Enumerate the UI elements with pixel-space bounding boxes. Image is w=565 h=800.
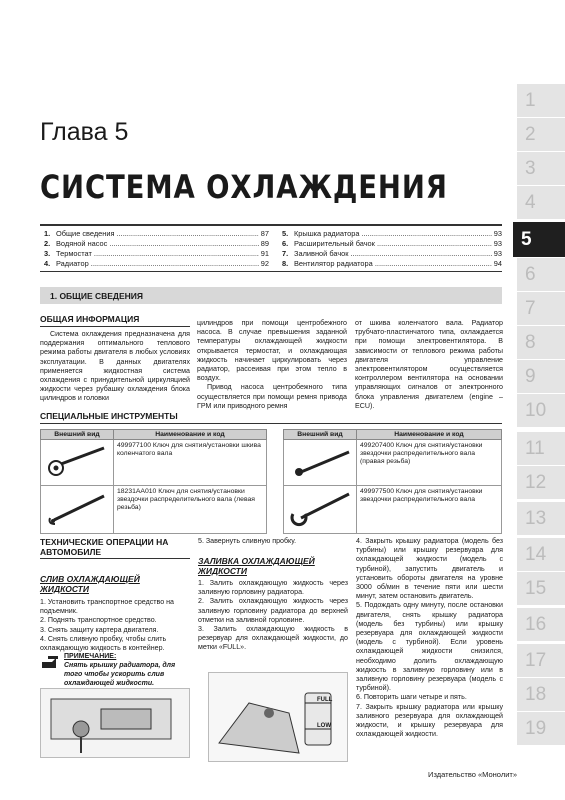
tools-table-right xyxy=(283,429,502,534)
toc-item[interactable]: 7. Заливной бачок ..... 93 xyxy=(282,249,502,259)
col-header-name: Наименование и код xyxy=(357,430,502,440)
col-header-view: Внешний вид xyxy=(284,430,357,440)
tools-heading: СПЕЦИАЛЬНЫЕ ИНСТРУМЕНТЫ xyxy=(40,411,178,421)
chapter-tab-18[interactable]: 18 xyxy=(517,678,565,712)
note-text: Снять крышку радиатора, для того чтобы ускорить слив охлаждающей жидкости. xyxy=(64,662,176,687)
tech-ops-heading: ТЕХНИЧЕСКИЕ ОПЕРАЦИИ НА АВТОМОБИЛЕ xyxy=(40,537,169,557)
toc-item[interactable]: 4. Радиатор ..... 92 xyxy=(44,259,269,269)
heading-rule xyxy=(40,326,190,327)
list-item: 1. Залить охлаждающую жидкость через заливную горловину радиатора. xyxy=(198,579,348,597)
coolant-reservoir-illustration xyxy=(208,672,348,762)
fill-steps-continued xyxy=(356,537,503,739)
heading-rule xyxy=(40,423,502,424)
chapter-tab-9[interactable]: 9 xyxy=(517,360,565,394)
general-info-col3: от шкива коленчатого вала. Радиатор трубчато-пластинчатого типа, охлаждается при помощи электровентилятора. В зависимости от теплового режима работы двигателя управление электровентилятором осуществляется контроллером вентилятора на основании управляющих сигналов от электронного блока управления двигателем (engine – ECU). xyxy=(355,319,503,410)
general-info-heading: ОБЩАЯ ИНФОРМАЦИЯ xyxy=(40,314,140,324)
list-item: 5. Подождать одну минуту, после остановки двигателя, снять крышку радиатора (модель без турбины) или крышку резервуара для охлаждающей жидкости (модель с турбиной). Если уровень охлаждающей жидкости снизился, необходимо долить охлаждающую жидкость в заливную горловину или в заливную горловину резервуара (модель с турбиной). xyxy=(356,601,503,693)
chapter-tab-12[interactable]: 12 xyxy=(517,466,565,500)
crank-pulley-wrench-icon xyxy=(44,442,110,480)
list-item: 6. Повторить шаги четыре и пять. xyxy=(356,693,467,702)
pointing-hand-icon xyxy=(40,652,60,672)
page-title: СИСТЕМА ОХЛАЖДЕНИЯ xyxy=(40,168,448,206)
chapter-tab-4[interactable]: 4 xyxy=(517,186,565,220)
chapter-tab-14[interactable]: 14 xyxy=(517,538,565,572)
section-header: 1. ОБЩИЕ СВЕДЕНИЯ xyxy=(40,287,502,304)
list-item: 4. Снять сливную пробку, чтобы слить охлаждающую жидкость в контейнер. xyxy=(40,634,167,653)
chapter-label: Глава 5 xyxy=(40,118,129,146)
chapter-tab-2[interactable]: 2 xyxy=(517,118,565,152)
toc-item[interactable]: 2. Водяной насос ..... 89 xyxy=(44,239,269,249)
general-info-col2: цилиндров при помощи центробежного насоса. В случае превышения заданной температуры охлаждающей жидкости открывается термостат, и охлаждающая жидкость начинает циркулировать через радиатор, рассеивая при этом тепло в воздух. Привод насоса центробежного типа осуществляется при помощи ремня привода ГРМ или приводного ремня xyxy=(197,319,347,410)
list-item: 3. Залить охлаждающую жидкость в резервуар для охлаждающей жидкости, до метки «FULL». xyxy=(198,625,348,652)
tool-image xyxy=(284,440,357,486)
list-item: 3. Снять защиту картера двигателя. xyxy=(40,625,159,634)
toc-item[interactable]: 5. Крышка радиатора ..... 93 xyxy=(282,229,502,239)
coolant-reservoir-icon xyxy=(209,673,347,761)
tools-table-left xyxy=(40,429,267,534)
fill-heading: ЗАЛИВКА ОХЛАЖДАЮЩЕЙ ЖИДКОСТИ xyxy=(198,556,315,576)
chapter-tab-3[interactable]: 3 xyxy=(517,152,565,186)
chapter-tab-10[interactable]: 10 xyxy=(517,394,565,428)
chapter-tab-5-active[interactable]: 5 xyxy=(513,222,565,258)
note-title: ПРИМЕЧАНИЕ: xyxy=(64,653,117,660)
chapter-tab-17[interactable]: 17 xyxy=(517,644,565,678)
toc-left xyxy=(44,229,269,269)
sprocket-wrench-left-icon xyxy=(44,488,110,528)
sprocket-holder-icon xyxy=(287,488,353,528)
list-item: 1. Установить транспортное средство на подъемник. xyxy=(40,598,174,616)
table-row: 499977500 Ключ для снятия/установки звездочки распределительного вала xyxy=(284,486,502,534)
full-mark-label: FULL xyxy=(317,697,333,703)
toc-item[interactable]: 3. Термостат ..... 91 xyxy=(44,249,269,259)
chapter-tab-16[interactable]: 16 xyxy=(517,608,565,642)
step-5: 5. Завернуть сливную пробку. xyxy=(198,537,297,545)
col-header-name: Наименование и код xyxy=(114,430,267,440)
sprocket-wrench-right-icon xyxy=(287,442,353,480)
chapter-tab-6[interactable]: 6 xyxy=(517,258,565,292)
toc-item[interactable]: 1. Общие сведения ..... 87 xyxy=(44,229,269,239)
list-item: 2. Поднять транспортное средство. xyxy=(40,616,157,625)
toc-item[interactable]: 8. Вентилятор радиатора ..... 94 xyxy=(282,259,502,269)
toc-item[interactable]: 6. Расширительный бачок ..... 93 xyxy=(282,239,502,249)
low-mark-label: LOW xyxy=(317,723,331,729)
list-item: 7. Закрыть крышку радиатора или крышку заливного резервуара для охлаждающей жидкости, и крышку резервуара для охлаждающей жидкости. xyxy=(356,702,503,739)
col-header-view: Внешний вид xyxy=(41,430,114,440)
chapter-tab-7[interactable]: 7 xyxy=(517,292,565,326)
tool-image xyxy=(41,440,114,486)
table-row: 499207400 Ключ для снятия/установки звездочки распределительного вала (правая резьба) xyxy=(284,440,502,486)
chapter-tab-19[interactable]: 19 xyxy=(517,712,565,746)
table-row: 18231AA010 Ключ для снятия/установки звездочки распределительного вала (левая резьба) xyxy=(41,486,267,534)
note-box xyxy=(40,652,190,688)
toc-top-rule xyxy=(40,224,502,226)
tool-image xyxy=(284,486,357,534)
drain-heading: СЛИВ ОХЛАЖДАЮЩЕЙ ЖИДКОСТИ xyxy=(40,574,140,594)
heading-rule xyxy=(40,558,190,559)
engine-underside-icon xyxy=(41,689,189,757)
general-info-col1: Система охлаждения предназначена для поддержания оптимального теплового режима работы двигателя в любых условиях эксплуатации. В данных двигателях применяется жидкостная система охлаждения с принудительной циркуляцией жидкости через рубашку охлаждения блока цилиндров и головки xyxy=(40,330,190,403)
chapter-tab-13[interactable]: 13 xyxy=(517,502,565,536)
publisher: Издательство «Монолит» xyxy=(428,770,517,779)
toc-bottom-rule xyxy=(40,271,502,272)
drain-steps xyxy=(40,598,190,653)
chapter-tab-1[interactable]: 1 xyxy=(517,84,565,118)
chapter-tab-11[interactable]: 11 xyxy=(517,432,565,466)
fill-steps xyxy=(198,579,348,653)
drain-plug-illustration xyxy=(40,688,190,758)
toc-right xyxy=(282,229,502,269)
list-item: 4. Закрыть крышку радиатора (модель без турбины) или крышку резервуара для охлаждающей жидкости (модель с турбиной), запустить двигатель и установить обороты двигателя на уровне 3000 об/мин в течение пяти или шести минут, затем остановить двигатель. xyxy=(356,537,503,601)
chapter-tab-15[interactable]: 15 xyxy=(517,572,565,606)
chapter-tab-8[interactable]: 8 xyxy=(517,326,565,360)
table-row: 499977100 Ключ для снятия/установки шкива коленчатого вала xyxy=(41,440,267,486)
list-item: 2. Залить охлаждающую жидкость через заливную горловину радиатора до верхней отметки на заливной горловине. xyxy=(198,597,348,624)
tool-image xyxy=(41,486,114,534)
